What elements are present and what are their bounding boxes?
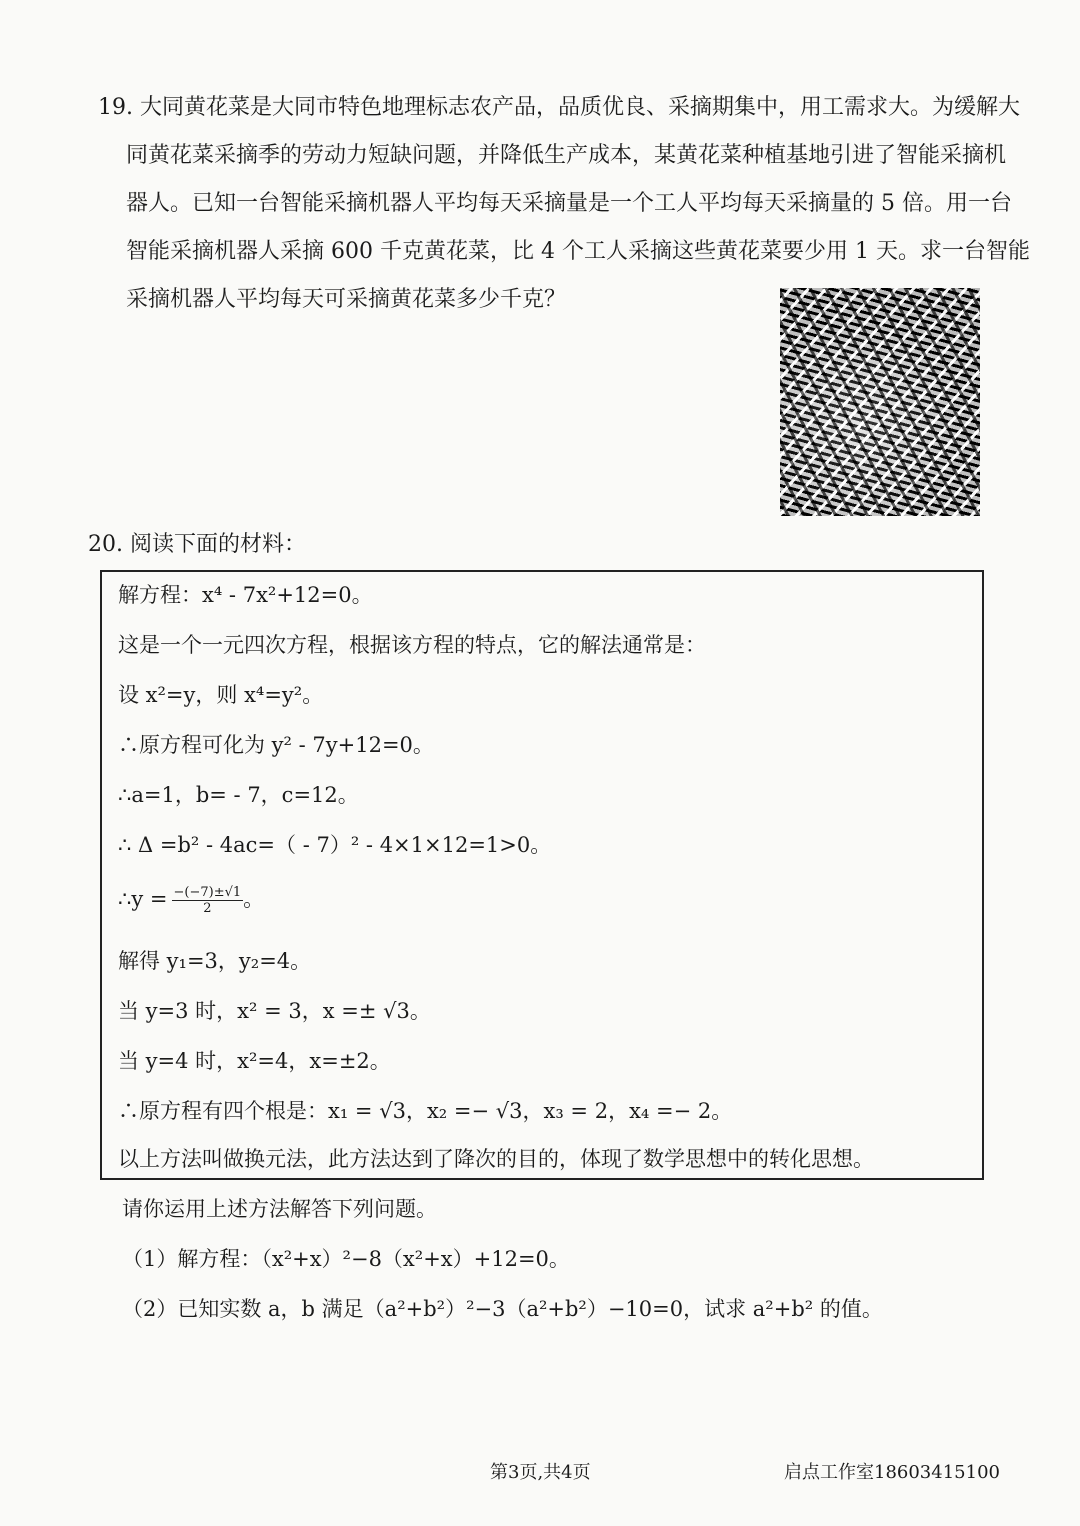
material-line: 这是一个一元四次方程，根据该方程的特点，它的解法通常是： (118, 633, 706, 657)
material-line: ∴ Δ =b² - 4ac=（ - 7）² - 4×1×12=1>0。 (118, 833, 552, 857)
material-line: 解得 y₁=3，y₂=4。 (118, 949, 312, 973)
page-number: 第3页,共4页 (490, 1462, 591, 1483)
material-line: ∴原方程可化为 y² - 7y+12=0。 (118, 733, 434, 757)
material-line: 设 x²=y，则 x⁴=y²。 (118, 683, 324, 707)
q20-heading: 20. 阅读下面的材料： (88, 532, 306, 557)
quadratic-formula-fraction (172, 885, 244, 916)
fraction-denominator: 2 (203, 901, 212, 916)
material-line: ∴a=1，b= - 7，c=12。 (118, 783, 359, 807)
material-line-fraction (118, 884, 264, 916)
material-line: 解方程：x⁴ - 7x²+12=0。 (118, 583, 373, 607)
q19-line: 采摘机器人平均每天可采摘黄花菜多少千克？ (126, 287, 567, 312)
material-line: 当 y=4 时，x²=4，x=±2。 (118, 1049, 391, 1073)
q20-part-2: （2）已知实数 a，b 满足（a²+b²）²−3（a²+b²）−10=0，试求 a²+b² 的值。 (122, 1297, 883, 1321)
line-end: 。 (243, 887, 265, 911)
q19-line: 19. 大同黄花菜是大同市特色地理标志农产品，品质优良、采摘期集中，用工需求大。为缓解大 (98, 95, 1020, 120)
q19-line: 智能采摘机器人采摘 600 千克黄花菜，比 4 个工人采摘这些黄花菜要少用 1 天。求一台智能 (126, 239, 1030, 264)
material-line: 以上方法叫做换元法，此方法达到了降次的目的，体现了数学思想中的转化思想。 (118, 1147, 874, 1171)
q19-line: 器人。已知一台智能采摘机器人平均每天采摘量是一个工人平均每天采摘量的 5 倍。用一台 (126, 191, 1012, 216)
q19-line: 同黄花菜采摘季的劳动力短缺问题，并降低生产成本，某黄花菜种植基地引进了智能采摘机 (126, 143, 1007, 168)
fraction-numerator: −(−7)±√1 (173, 885, 242, 900)
q20-prompt: 请你运用上述方法解答下列问题。 (122, 1197, 437, 1221)
studio-credit: 启点工作室18603415100 (784, 1462, 1000, 1483)
y-equals: ∴y = (118, 887, 168, 911)
material-box (100, 570, 984, 1180)
material-line: 当 y=3 时，x² = 3，x =± √3。 (118, 999, 431, 1023)
q20-part-1: （1）解方程：（x²+x）²−8（x²+x）+12=0。 (122, 1247, 570, 1271)
daylily-field-photo (780, 288, 980, 516)
material-line: ∴原方程有四个根是：x₁ = √3，x₂ =− √3，x₃ = 2，x₄ =− 2。 (118, 1099, 733, 1123)
